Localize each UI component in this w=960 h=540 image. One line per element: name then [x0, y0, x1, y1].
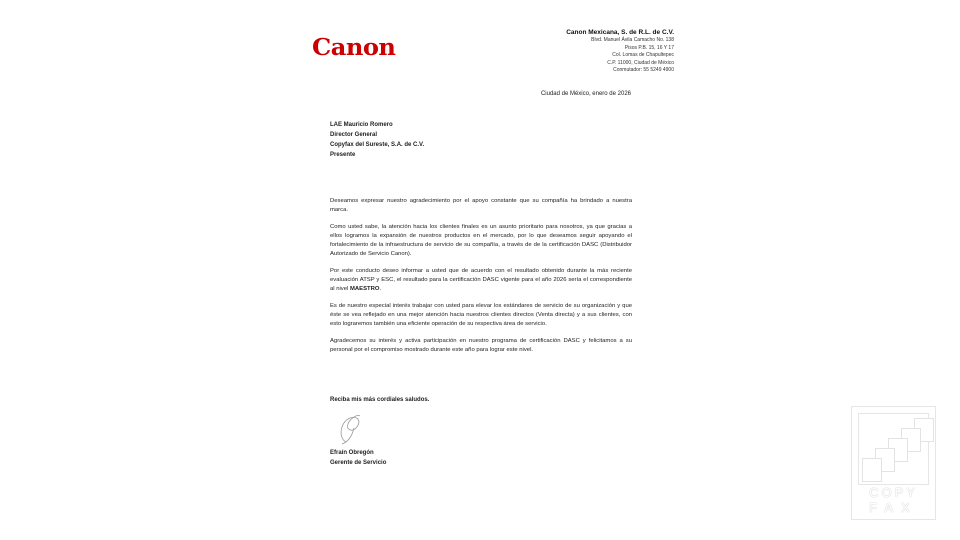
address-line: C.P. 11000, Ciudad de México: [607, 59, 674, 66]
paragraph-text: Por este conducto deseo informar a usted que de acuerdo con el resultado obtenido durante la más reciente evaluación ATSP y ESC, el resultado para la certificación DASC vigente para el año 2026 sería el correspondiente al nivel: [330, 268, 632, 292]
address-line: Blvd. Manuel Ávila Camacho No. 138: [591, 37, 674, 43]
signer-name: Efraín Obregón: [330, 450, 374, 456]
address-line: Conmutador: 55 5249 4900: [613, 67, 674, 73]
recipient-block: [330, 120, 424, 160]
watermark-text-copy: COPY: [869, 485, 918, 500]
signer-title: Gerente de Servicio: [330, 460, 387, 466]
paragraph: Es de nuestro especial interés trabajar con usted para elevar los estándares de servicio de su organización y que éste se vea reflejado en una mejor atención hacia nuestros clientes directos (Venta directa) y a sus clientes, con esto lograremos también una eficiente operación de su respectiva área de servicio.: [330, 303, 632, 327]
closing-line: Reciba mis más cordiales saludos.: [330, 397, 430, 403]
letter-body: [330, 197, 632, 364]
paragraph: Agradecemos su interés y activa participación en nuestro programa de certificación DASC y felicitamos a su personal por el compromiso mostrado durante este año para lograr este nivel.: [330, 338, 632, 354]
signature-icon: [332, 412, 368, 446]
address-line: Col. Lomas de Chapultepec: [612, 52, 674, 58]
watermark-text-fax: FAX: [869, 500, 918, 515]
date-line: Ciudad de México, enero de 2026: [540, 91, 631, 97]
recipient-company: Copyfax del Sureste, S.A. de C.V.: [330, 142, 425, 148]
sheet-icon: [862, 458, 882, 482]
recipient-salutation: Presente: [330, 152, 356, 158]
signer-block: [330, 448, 386, 468]
address-line: Pisos P.B. 15, 16 Y 17: [624, 44, 674, 51]
paragraph: Como usted sabe, la atención hacia los clientes finales es un asunto prioritario para nosotros, ya que gracias a ellos logramos la expansión de nuestros productos en el mercado, por lo que deseamos seguir apoyando el fortalecimiento de la infraestructura de servicio de su compañía, a través de de la certificación DASC (Distribuidor Autorizado de Servicio Canon).: [330, 224, 632, 257]
copyfax-watermark: [851, 406, 936, 520]
paragraph: Deseamos expresar nuestro agradecimiento por el apoyo constante que su compañía ha brindado a nuestra marca.: [330, 198, 632, 213]
canon-logo: Canon: [312, 34, 396, 61]
recipient-title: Director General: [330, 132, 378, 138]
paragraph-text: .: [379, 285, 382, 292]
recipient-name: LAE Mauricio Romero: [330, 122, 393, 128]
watermark-frame: [858, 413, 929, 485]
company-name: Canon Mexicana, S. de R.L. de C.V.: [566, 29, 674, 36]
certification-level: MAESTRO: [349, 285, 380, 292]
company-address-block: [566, 28, 674, 75]
paragraph: [330, 267, 632, 293]
